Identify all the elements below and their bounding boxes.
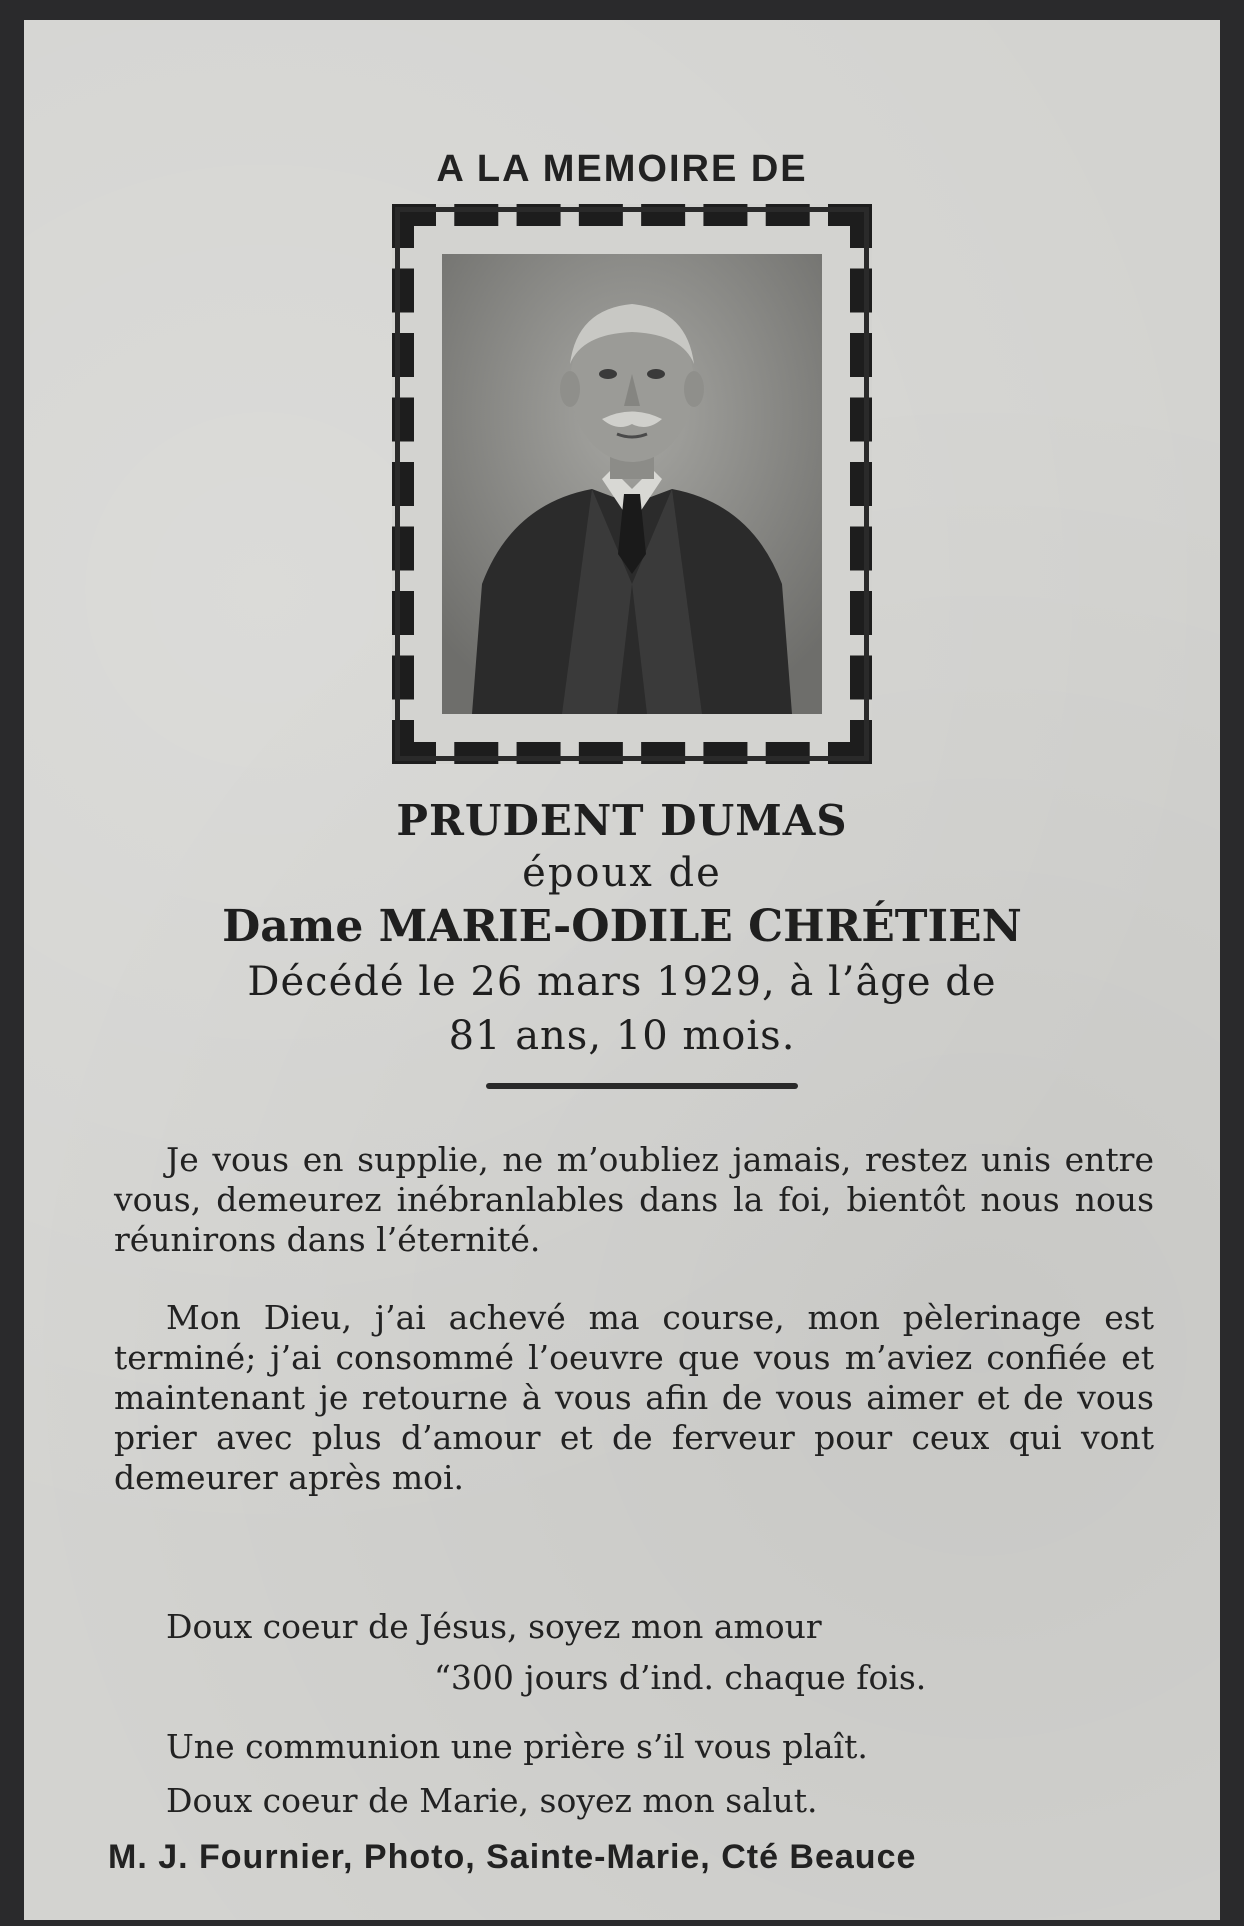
portrait-illustration — [442, 254, 822, 714]
photographer-credit: M. J. Fournier, Photo, Sainte-Marie, Cté Beauce — [108, 1838, 917, 1876]
death-age-line: 81 ans, 10 mois. — [448, 1013, 796, 1059]
prayer-line-jesus: Doux coeur de Jésus, soyez mon amour — [166, 1607, 822, 1646]
prayer-line-marie: Doux coeur de Marie, soyez mon salut. — [166, 1781, 818, 1820]
memorial-heading: A LA MEMOIRE DE — [436, 148, 808, 190]
portrait-frame — [392, 204, 872, 764]
spouse-name: MARIE-ODILE CHRÉTIEN — [378, 901, 1022, 952]
deceased-name: PRUDENT DUMAS — [396, 796, 848, 845]
portrait-photo — [442, 254, 822, 714]
obituary-text — [24, 795, 1220, 1063]
prose-paragraph-1: Je vous en supplie, ne m’oubliez jamais, restez unis entre vous, demeurez inébranlables dans la foi, bientôt nous nous réunirons dans l’éternité. — [114, 1140, 1154, 1259]
prayer-line-communion: Une communion une prière s’il vous plaît. — [166, 1727, 868, 1766]
spouse-line — [24, 899, 1220, 955]
prose-paragraph-2: Mon Dieu, j’ai achevé ma course, mon pèlerinage est terminé; j’ai consommé l’oeuvre que vous m’aviez confiée et maintenant je retourne à vous afin de vous aimer et de vous prier avec plus d’amour et de ferveur pour ceux qui vont demeurer après moi. — [114, 1298, 1154, 1497]
death-date-line: Décédé le 26 mars 1929, à l’âge de — [247, 959, 997, 1005]
indulgence-note: “300 jours d’ind. chaque fois. — [434, 1658, 927, 1697]
memorial-card — [24, 20, 1220, 1920]
spouse-title: Dame — [222, 901, 364, 952]
divider-rule — [486, 1083, 798, 1089]
prayer-prose — [114, 1140, 1154, 1536]
spouse-label: époux de — [522, 850, 722, 896]
